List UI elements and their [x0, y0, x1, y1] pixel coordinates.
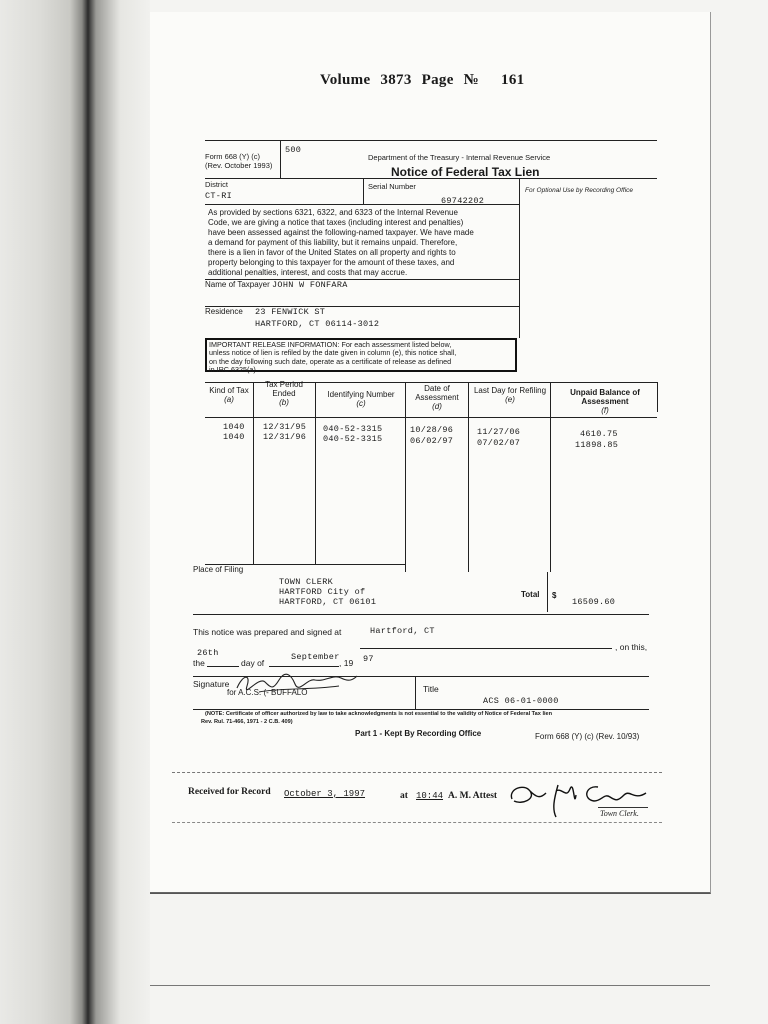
release-line: unless notice of lien is refiled by the date given in column (e), this notice shall, [209, 348, 457, 358]
release-info-box [205, 338, 517, 375]
form-revision: (Rev. October 1993) [205, 161, 273, 170]
box-code: 500 [285, 145, 302, 155]
at-label: at [400, 791, 408, 801]
page-number: 161 [501, 72, 525, 88]
volume-label: Volume [320, 72, 371, 88]
prepared-text: This notice was prepared and signed at [193, 627, 342, 637]
header-sub: (b) [279, 398, 289, 407]
table-cell: 07/02/07 [477, 438, 521, 448]
volume-number: 3873 [380, 72, 412, 88]
year-value: 97 [363, 654, 374, 664]
tax-lien-form [193, 140, 657, 760]
paragraph-line: there is a lien in favor of the United States on all property and rights to [208, 248, 456, 257]
the-label: the [193, 658, 205, 668]
header-label: Kind of Tax [209, 386, 249, 395]
table-cell: 12/31/96 [263, 432, 307, 442]
table-cell: 11898.85 [575, 440, 619, 450]
taxpayer-name: JOHN W FONFARA [272, 280, 348, 290]
table-cell: 040-52-3315 [323, 424, 383, 434]
signer-text: for A.C.S. (- BUFFALO [227, 688, 308, 697]
table-cell: 11/27/06 [477, 427, 521, 437]
header-label: Tax Period Ended [265, 380, 303, 398]
header-sub: (c) [356, 399, 366, 408]
department: Department of the Treasury - Internal Revenue Service [368, 153, 551, 162]
table-cell: 1040 [223, 422, 245, 432]
no-symbol: № [463, 72, 480, 88]
recording-stamp [188, 785, 658, 825]
table-cell: 06/02/97 [410, 436, 454, 446]
clerk-title: Town Clerk. [600, 809, 639, 818]
col-header-kind [205, 386, 253, 404]
note-line1: (NOTE: Certificate of officer authorized by law to take acknowledgments is not essential to the validity of Notice of Federal Tax lien [205, 711, 553, 717]
part-label: Part 1 - Kept By Recording Office [355, 729, 482, 738]
header-label: Identifying Number [327, 390, 395, 399]
header-sub: (a) [224, 395, 234, 404]
note-line2: Rev. Rul. 71-466, 1971 - 2 C.B. 409) [201, 719, 293, 725]
residence-line2: HARTFORD, CT 06114-3012 [255, 319, 380, 329]
form-title: Notice of Federal Tax Lien [391, 165, 540, 179]
taxpayer-label: Name of Taxpayer [205, 280, 270, 289]
place-line1: TOWN CLERK [279, 577, 334, 587]
paragraph-line: a demand for payment of this liability, but it remains unpaid. Therefore, [208, 238, 458, 247]
release-line: in IRC 6325(a). [209, 365, 258, 375]
col-header-balance [555, 388, 655, 415]
place-label: Place of Filing [193, 565, 244, 574]
title-value: ACS 06-01-0000 [483, 696, 559, 706]
paragraph-line: As provided by sections 6321, 6322, and 6323 of the Internal Revenue [208, 208, 458, 217]
district: CT-RI [205, 191, 233, 201]
header-sub: (d) [432, 402, 442, 411]
paragraph-line: property belonging to this taxpayer for the amount of these taxes, and [208, 258, 455, 267]
release-line: IMPORTANT RELEASE INFORMATION: For each assessment listed below, [209, 340, 452, 349]
clerk-line [598, 807, 648, 808]
optional-use-label: For Optional Use by Recording Office [525, 187, 634, 194]
form-footer: Form 668 (Y) (c) (Rev. 10/93) [535, 732, 640, 741]
title-label: Title [423, 684, 439, 694]
received-label: Received for Record [188, 787, 271, 797]
table-cell: 4610.75 [580, 429, 618, 439]
day-of-label: day of [241, 658, 265, 668]
paragraph-line: additional penalties, interest, and costs that may accrue. [208, 268, 408, 277]
header-label: Last Day for Refiling [473, 386, 547, 395]
serial-label: Serial Number [368, 182, 416, 191]
book-binding [0, 0, 150, 1024]
col-header-id [317, 390, 405, 408]
taxpayer-row [205, 280, 348, 290]
total-amount: 16509.60 [572, 597, 616, 607]
on-this-text: , on this, [615, 642, 648, 652]
residence-line1: 23 FENWICK ST [255, 307, 326, 317]
header-label: Unpaid Balance of Assessment [570, 388, 640, 406]
form-number: Form 668 (Y) (c) [205, 152, 261, 161]
paragraph-line: Code, we are giving a notice that taxes (including interest and penalties) [208, 218, 464, 227]
month-value: September [291, 652, 340, 662]
signature-label: Signature [193, 679, 230, 689]
received-time: 10:44 [416, 791, 444, 801]
am-attest-label: A. M. Attest [448, 791, 498, 801]
page-edge [150, 985, 710, 986]
serial-number: 69742202 [441, 196, 485, 206]
day-value: 26th [197, 648, 219, 658]
volume-header [320, 72, 534, 89]
lien-paragraph [208, 208, 518, 278]
col-header-assessment [408, 384, 466, 411]
header-sub: (e) [505, 395, 515, 404]
total-currency: $ [552, 591, 557, 600]
page-label: Page [421, 72, 454, 88]
table-cell: 10/28/96 [410, 425, 454, 435]
table-cell: 040-52-3315 [323, 434, 383, 444]
year-prefix: , 19 [339, 658, 354, 668]
district-label: District [205, 180, 228, 189]
prepared-place: Hartford, CT [370, 626, 435, 636]
col-header-period [255, 380, 313, 407]
divider [172, 772, 662, 773]
place-line3: HARTFORD, CT 06101 [279, 597, 377, 607]
received-date: October 3, 1997 [284, 789, 366, 799]
header-sub: (f) [601, 406, 609, 415]
total-label: Total [521, 590, 540, 599]
page-edge [150, 893, 710, 894]
residence-label: Residence [205, 307, 243, 316]
place-line2: HARTFORD City of [279, 587, 366, 597]
paragraph-line: have been assessed against the following-named taxpayer. We have made [208, 228, 474, 237]
table-cell: 1040 [223, 432, 245, 442]
table-cell: 12/31/95 [263, 422, 307, 432]
release-line: on the day following such date, operate as a certificate of release as defined [209, 356, 452, 366]
header-label: Date of Assessment [415, 384, 459, 402]
col-header-refiling [473, 386, 547, 404]
